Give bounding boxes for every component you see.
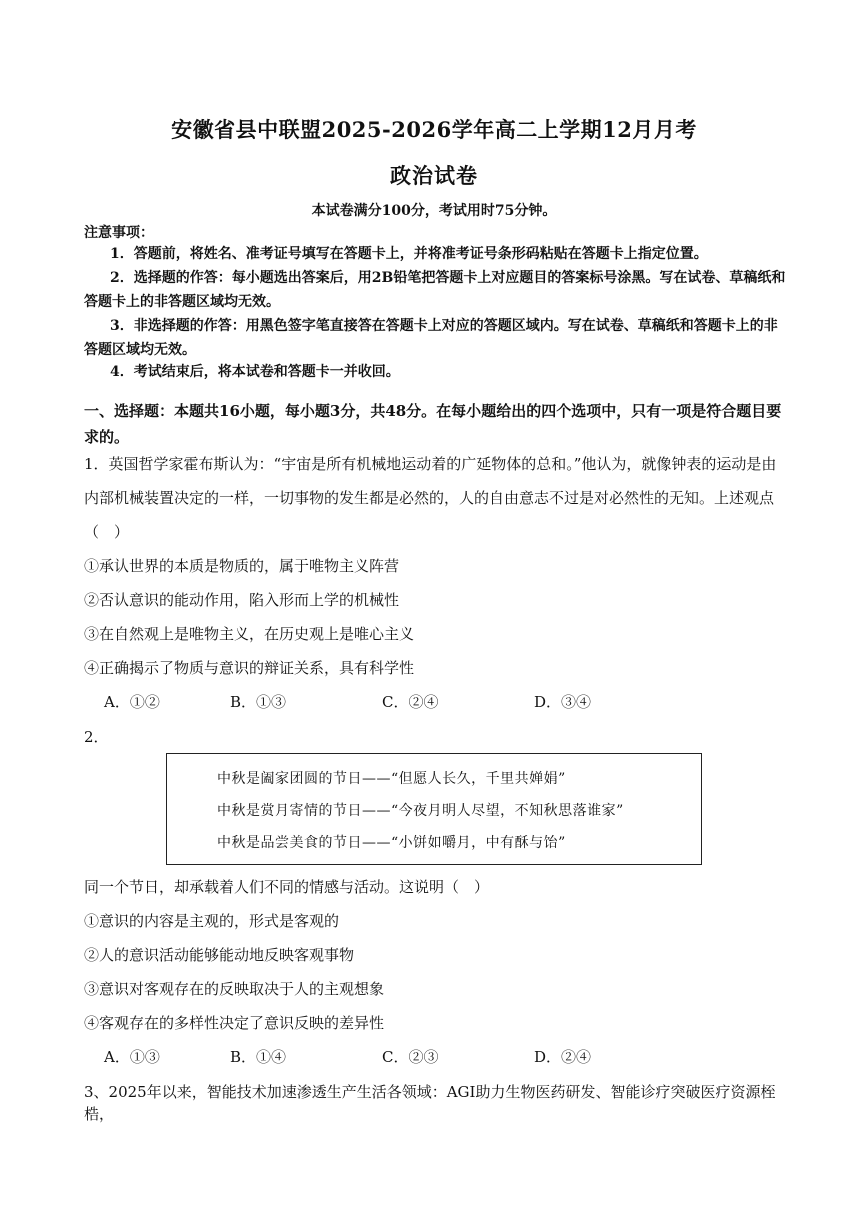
- q1-statement: ②否认意识的能动作用，陷入形而上学的机械性: [84, 591, 400, 609]
- poem-line: 中秋是赏月寄情的节日——“今夜月明人尽望，不知秋思落谁家”: [217, 803, 624, 819]
- q2-statement: ②人的意识活动能够能动地反映客观事物: [84, 946, 355, 964]
- q1-options: [104, 691, 724, 713]
- q1-statement: ④正确揭示了物质与意识的辩证关系，具有科学性: [84, 659, 415, 677]
- q2-option-a[interactable]: A．①③: [104, 1048, 160, 1066]
- q1-option-a[interactable]: A．①②: [104, 693, 160, 711]
- note-item: 3．非选择题的作答：用黑色签字笔直接答在答题卡上对应的答题区域内。写在试卷、草稿纸和答题卡上的非答题区域均无效。: [84, 318, 778, 358]
- poem-line: 中秋是品尝美食的节日——“小饼如嚼月，中有酥与饴”: [217, 835, 566, 851]
- poem-line: 中秋是阖家团圆的节日——“但愿人长久，千里共婵娟”: [217, 771, 566, 787]
- question-2-stem: 同一个节日，却承载着人们不同的情感与活动。这说明（ ）: [84, 878, 490, 896]
- exam-subtitle: 政治试卷: [390, 163, 478, 188]
- note-item: 2．选择题的作答：每小题选出答案后，用2B铅笔把答题卡上对应题目的答案标号涂黑。写在试卷、草稿纸和答题卡上的非答题区域均无效。: [84, 270, 786, 310]
- question-1-stem: 1．英国哲学家霍布斯认为：“宇宙是所有机械地运动着的广延物体的总和。”他认为，就像钟表的运动是由内部机械装置决定的一样，一切事物的发生都是必然的，人的自由意志不过是对必然性的无知。上述观点（ ）: [84, 455, 777, 541]
- note-item: 1．答题前，将姓名、准考证号填写在答题卡上，并将准考证号条形码粘贴在答题卡上指定位置。: [110, 246, 708, 262]
- question-2-number: 2．: [84, 728, 109, 746]
- q2-options: [104, 1046, 724, 1068]
- poem-box: [166, 753, 702, 865]
- q1-option-d[interactable]: D．③④: [534, 693, 592, 711]
- exam-title: 安徽省县中联盟2025-2026学年高二上学期12月月考: [171, 117, 697, 142]
- question-3-stem: 3、2025年以来，智能技术加速渗透生产生活各领域：AGI助力生物医药研发、智能诊疗突破医疗资源桎梏，: [84, 1083, 776, 1123]
- q2-option-d[interactable]: D．②④: [534, 1048, 592, 1066]
- q1-statement: ③在自然观上是唯物主义，在历史观上是唯心主义: [84, 625, 415, 643]
- q2-option-b[interactable]: B．①④: [230, 1048, 287, 1066]
- notes-heading: 注意事项：: [84, 225, 154, 241]
- q1-statement: ①承认世界的本质是物质的，属于唯物主义阵营: [84, 557, 400, 575]
- exam-meta: 本试卷满分100分，考试用时75分钟。: [311, 203, 557, 219]
- q2-statement: ④客观存在的多样性决定了意识反映的差异性: [84, 1014, 385, 1032]
- q1-option-c[interactable]: C．②④: [382, 693, 439, 711]
- section-heading: 一、选择题：本题共16小题，每小题3分，共48分。在每小题给出的四个选项中，只有一项是符合题目要求的。: [84, 402, 782, 446]
- q2-statement: ③意识对客观存在的反映取决于人的主观想象: [84, 980, 385, 998]
- q2-option-c[interactable]: C．②③: [382, 1048, 439, 1066]
- q2-statement: ①意识的内容是主观的，形式是客观的: [84, 912, 340, 930]
- note-item: 4．考试结束后，将本试卷和答题卡一并收回。: [110, 364, 400, 380]
- q1-option-b[interactable]: B．①③: [230, 693, 287, 711]
